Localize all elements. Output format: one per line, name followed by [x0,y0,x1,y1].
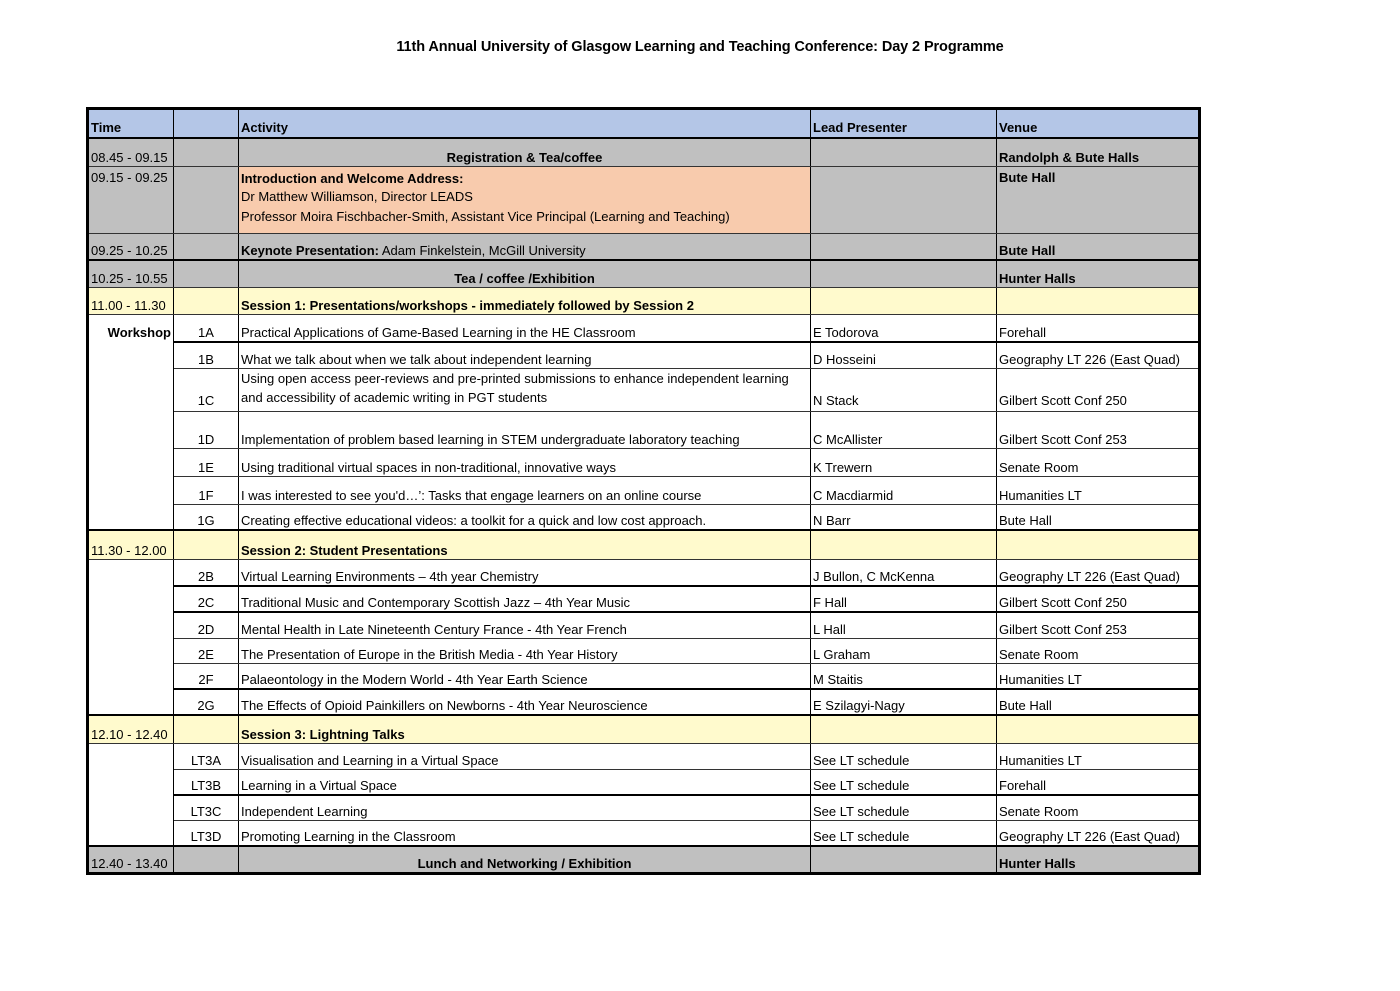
presenter-cell: K Trewern [811,448,997,476]
programme-table [86,107,1201,875]
activity-line-2: and accessibility of academic writing in PGT students [241,389,548,405]
session-row [88,448,1200,476]
header-code [174,109,239,139]
header-time: Time [88,109,174,139]
session-heading: Session 2: Student Presentations [239,530,811,559]
header-activity: Activity [239,109,811,139]
activity-cell: Practical Applications of Game-Based Learning in the HE Classroom [239,314,811,342]
activity-cell: Virtual Learning Environments – 4th year Chemistry [239,559,811,586]
code-cell: 1G [174,504,239,530]
session-row [88,314,1200,342]
code-cell: 2D [174,612,239,638]
presenter-cell: C Macdiarmid [811,476,997,504]
table-header-row [88,109,1200,139]
time-cell: 10.25 - 10.55 [88,260,174,287]
tea-row [88,260,1200,287]
session-row [88,743,1200,769]
venue-cell: Geography LT 226 (East Quad) [997,820,1200,846]
session-row [88,820,1200,846]
intro-row [88,166,1200,233]
time-cell: 08.45 - 09.15 [88,138,174,166]
session-heading: Session 1: Presentations/workshops - immediately followed by Session 2 [239,287,811,314]
session-row [88,638,1200,663]
presenter-cell: L Hall [811,612,997,638]
session-3-heading-row [88,715,1200,743]
time-cell: 09.15 - 09.25 [88,166,174,233]
code-cell: 1D [174,411,239,448]
session-2-heading-row [88,530,1200,559]
code-cell [174,846,239,873]
time-cell: 09.25 - 10.25 [88,233,174,260]
activity-cell: Implementation of problem based learning in STEM undergraduate laboratory teaching [239,411,811,448]
code-cell [174,287,239,314]
venue-cell: Gilbert Scott Conf 253 [997,612,1200,638]
activity-cell: Creating effective educational videos: a toolkit for a quick and low cost approach. [239,504,811,530]
venue-cell: Senate Room [997,795,1200,820]
session-row [88,342,1200,368]
venue-cell [997,530,1200,559]
venue-cell: Humanities LT [997,476,1200,504]
activity-cell [239,233,811,260]
activity-cell: Using traditional virtual spaces in non-traditional, innovative ways [239,448,811,476]
presenter-cell: E Szilagyi-Nagy [811,689,997,715]
intro-heading: Introduction and Welcome Address: [241,170,464,186]
venue-cell: Bute Hall [997,504,1200,530]
registration-row [88,138,1200,166]
session-row [88,559,1200,586]
presenter-cell [811,846,997,873]
activity-cell: Lunch and Networking / Exhibition [239,846,811,873]
session-row [88,476,1200,504]
time-cell [88,743,174,846]
activity-cell [239,368,811,411]
activity-cell: Registration & Tea/coffee [239,138,811,166]
presenter-cell: D Hosseini [811,342,997,368]
code-cell [174,166,239,233]
venue-cell [997,715,1200,743]
time-cell [88,559,174,715]
code-cell: 1A [174,314,239,342]
session-row [88,795,1200,820]
venue-cell: Senate Room [997,638,1200,663]
code-cell: 2E [174,638,239,663]
venue-cell: Hunter Halls [997,260,1200,287]
presenter-cell: L Graham [811,638,997,663]
presenter-cell [811,260,997,287]
code-cell [174,260,239,287]
code-cell: 1C [174,368,239,411]
presenter-cell: F Hall [811,586,997,612]
activity-cell: Mental Health in Late Nineteenth Century France - 4th Year French [239,612,811,638]
venue-cell: Randolph & Bute Halls [997,138,1200,166]
activity-cell: Learning in a Virtual Space [239,769,811,795]
venue-cell: Forehall [997,314,1200,342]
venue-cell: Gilbert Scott Conf 253 [997,411,1200,448]
presenter-cell: C McAllister [811,411,997,448]
presenter-cell [811,138,997,166]
session-1-heading-row [88,287,1200,314]
presenter-cell [811,530,997,559]
activity-cell: Promoting Learning in the Classroom [239,820,811,846]
session-heading: Session 3: Lightning Talks [239,715,811,743]
session-row [88,612,1200,638]
header-presenter: Lead Presenter [811,109,997,139]
venue-cell: Humanities LT [997,663,1200,689]
venue-cell: Bute Hall [997,689,1200,715]
activity-cell: Visualisation and Learning in a Virtual Space [239,743,811,769]
venue-cell: Gilbert Scott Conf 250 [997,586,1200,612]
code-cell: 1B [174,342,239,368]
code-cell: LT3A [174,743,239,769]
time-cell: 11.30 - 12.00 [88,530,174,559]
venue-cell: Forehall [997,769,1200,795]
code-cell [174,530,239,559]
keynote-row [88,233,1200,260]
activity-cell: What we talk about when we talk about independent learning [239,342,811,368]
activity-cell: The Presentation of Europe in the British Media - 4th Year History [239,638,811,663]
session-row [88,663,1200,689]
code-cell [174,138,239,166]
code-cell: 2F [174,663,239,689]
presenter-cell: M Staitis [811,663,997,689]
venue-cell [997,287,1200,314]
code-cell [174,233,239,260]
presenter-cell: See LT schedule [811,795,997,820]
code-cell: 2G [174,689,239,715]
presenter-cell: E Todorova [811,314,997,342]
session-row [88,769,1200,795]
time-cell: 12.10 - 12.40 [88,715,174,743]
session-row [88,689,1200,715]
session-row [88,368,1200,411]
activity-cell: Independent Learning [239,795,811,820]
page-title: 11th Annual University of Glasgow Learning and Teaching Conference: Day 2 Programme [396,39,1004,55]
presenter-cell: See LT schedule [811,743,997,769]
presenter-cell [811,166,997,233]
presenter-cell: See LT schedule [811,769,997,795]
lunch-row [88,846,1200,873]
code-cell [174,715,239,743]
code-cell: LT3B [174,769,239,795]
activity-cell: Tea / coffee /Exhibition [239,260,811,287]
venue-cell: Hunter Halls [997,846,1200,873]
header-venue: Venue [997,109,1200,139]
activity-cell: Traditional Music and Contemporary Scottish Jazz – 4th Year Music [239,586,811,612]
venue-cell: Geography LT 226 (East Quad) [997,342,1200,368]
code-cell: 1F [174,476,239,504]
code-cell: 2C [174,586,239,612]
presenter-cell [811,287,997,314]
presenter-cell [811,715,997,743]
session-row [88,586,1200,612]
activity-cell: I was interested to see you'd…’: Tasks that engage learners on an online course [239,476,811,504]
activity-line-1: Using open access peer-reviews and pre-printed submissions to enhance independent learning [241,370,789,386]
session-row [88,411,1200,448]
intro-activity-cell [239,166,811,233]
activity-cell: The Effects of Opioid Painkillers on Newborns - 4th Year Neuroscience [239,689,811,715]
code-cell: LT3D [174,820,239,846]
activity-cell: Palaeontology in the Modern World - 4th Year Earth Science [239,663,811,689]
venue-cell: Bute Hall [997,166,1200,233]
code-cell: LT3C [174,795,239,820]
intro-speaker-2: Professor Moira Fischbacher-Smith, Assistant Vice Principal (Learning and Teaching) [241,208,730,224]
presenter-cell [811,233,997,260]
keynote-label: Keynote Presentation: [241,243,379,258]
intro-speaker-1: Dr Matthew Williamson, Director LEADS [241,188,473,204]
venue-cell: Senate Room [997,448,1200,476]
presenter-cell: N Stack [811,368,997,411]
session-row [88,504,1200,530]
venue-cell: Geography LT 226 (East Quad) [997,559,1200,586]
venue-cell: Humanities LT [997,743,1200,769]
time-cell: 11.00 - 11.30 [88,287,174,314]
presenter-cell: J Bullon, C McKenna [811,559,997,586]
keynote-speaker: Adam Finkelstein, McGill University [378,243,586,258]
code-cell: 2B [174,559,239,586]
time-cell: 12.40 - 13.40 [88,846,174,873]
venue-cell: Bute Hall [997,233,1200,260]
code-cell: 1E [174,448,239,476]
presenter-cell: See LT schedule [811,820,997,846]
presenter-cell: N Barr [811,504,997,530]
workshop-label: Workshop [88,314,174,530]
venue-cell: Gilbert Scott Conf 250 [997,368,1200,411]
